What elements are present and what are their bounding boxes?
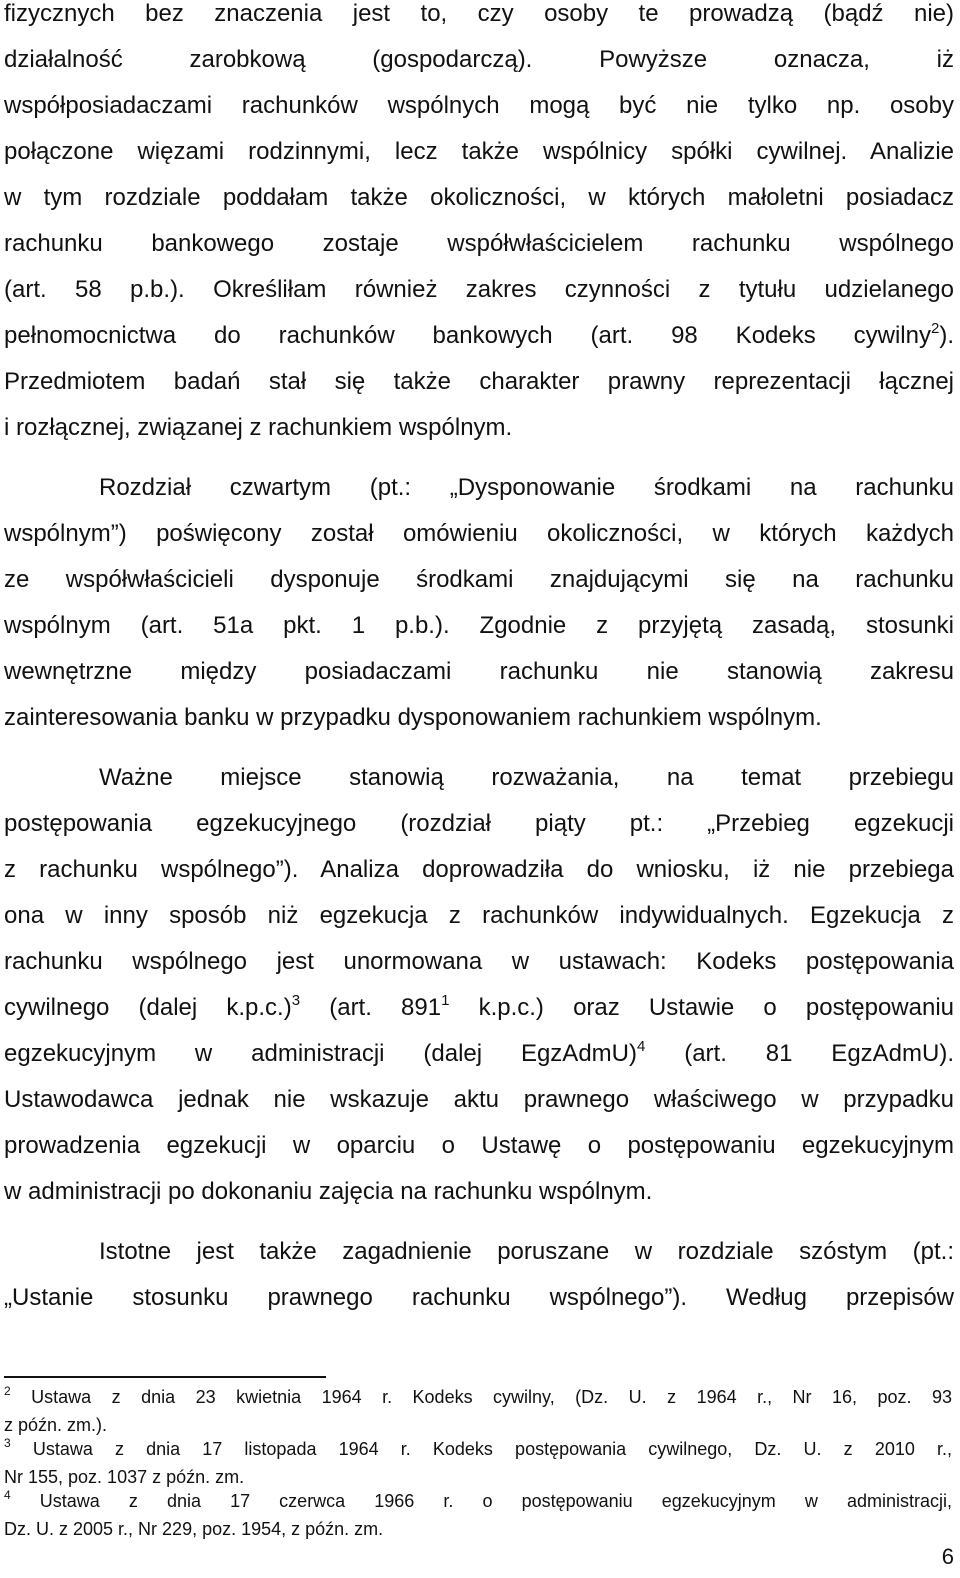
footnote-ref-4[interactable]: 4 [636, 1038, 646, 1055]
text-line: „Ustanie stosunku prawnego rachunku wspólnego”). Według przepisów [4, 1284, 954, 1311]
footnote-mark: 4 [4, 1488, 11, 1502]
text-line [4, 1040, 954, 1068]
text-line: Ważne miejsce stanowią rozważania, na temat przebiegu [99, 764, 954, 791]
text-line: Przedmiotem badań stał się także charakter prawny reprezentacji łącznej [4, 368, 954, 395]
footnote-3 [4, 1438, 952, 1460]
text-line: z rachunku wspólnego”). Analiza doprowadziła do wniosku, iż nie przebiega [4, 856, 954, 883]
footnote-text: Ustawa z dnia 23 kwietnia 1964 r. Kodeks cywilny, (Dz. U. z 1964 r., Nr 16, poz. 93 [31, 1387, 952, 1407]
text-segment: (art. 81 EgzAdmU). [645, 1040, 954, 1067]
text-line: wspólnym (art. 51a pkt. 1 p.b.). Zgodnie z przyjętą zasadą, stosunki [4, 612, 954, 639]
footnote-text: Ustawa z dnia 17 listopada 1964 r. Kodeks postępowania cywilnego, Dz. U. z 2010 r., [32, 1439, 952, 1459]
text-line: postępowania egzekucyjnego (rozdział piąty pt.: „Przebieg egzekucji [4, 810, 954, 837]
text-segment: (art. 891 [300, 994, 442, 1021]
footnote-text: Ustawa z dnia 17 czerwca 1966 r. o postępowaniu egzekucyjnym w administracji, [39, 1491, 952, 1511]
text-line: wewnętrzne między posiadaczami rachunku nie stanowią zakresu [4, 658, 954, 685]
text-line: Rozdział czwartym (pt.: „Dysponowanie środkami na rachunku [99, 474, 954, 501]
footnote-mark: 3 [4, 1436, 11, 1450]
text-line: w tym rozdziale poddałam także okoliczności, w których małoletni posiadacz [4, 184, 954, 211]
footnote-4-cont: Dz. U. z 2005 r., Nr 229, poz. 1954, z późn. zm. [4, 1519, 384, 1539]
text-line [4, 994, 954, 1022]
footnote-2 [4, 1386, 952, 1408]
text-line: rachunku wspólnego jest unormowana w ustawach: Kodeks postępowania [4, 948, 954, 975]
text-line: zainteresowania banku w przypadku dysponowaniem rachunkiem wspólnym. [4, 704, 822, 731]
text-line [4, 322, 954, 350]
text-line: w administracji po dokonaniu zajęcia na rachunku wspólnym. [4, 1178, 653, 1205]
text-line: Ustawodawca jednak nie wskazuje aktu prawnego właściwego w przypadku [4, 1086, 954, 1113]
text-line: prowadzenia egzekucji w oparciu o Ustawę o postępowaniu egzekucyjnym [4, 1132, 954, 1159]
text-segment: pełnomocnictwa do rachunków bankowych (art. 98 Kodeks cywilny [4, 322, 931, 349]
footnote-4 [4, 1490, 952, 1512]
footnote-mark: 2 [4, 1384, 11, 1398]
text-line: i rozłącznej, związanej z rachunkiem wspólnym. [4, 414, 513, 441]
article-superscript: 1 [441, 992, 450, 1009]
footnote-2-cont: z późn. zm.). [4, 1415, 108, 1435]
text-line: fizycznych bez znaczenia jest to, czy osoby te prowadzą (bądź nie) [4, 0, 954, 27]
text-line: wspólnym”) poświęcony został omówieniu okoliczności, w których każdych [4, 520, 954, 547]
text-line: (art. 58 p.b.). Określiłam również zakres czynności z tytułu udzielanego [4, 276, 954, 303]
text-line: współposiadaczami rachunków wspólnych mogą być nie tylko np. osoby [4, 92, 954, 119]
text-line: Istotne jest także zagadnienie poruszane w rozdziale szóstym (pt.: [99, 1238, 954, 1265]
footnote-ref-3[interactable]: 3 [291, 992, 301, 1009]
footnote-separator [4, 1376, 326, 1378]
text-segment: egzekucyjnym w administracji (dalej EgzAdmU) [4, 1040, 637, 1067]
text-segment: cywilnego (dalej k.p.c.) [4, 994, 292, 1021]
text-segment: k.p.c.) oraz Ustawie o postępowaniu [449, 994, 955, 1021]
text-line: połączone więzami rodzinnymi, lecz także wspólnicy spółki cywilnej. Analizie [4, 138, 954, 165]
footnote-3-cont: Nr 155, poz. 1037 z późn. zm. [4, 1467, 245, 1487]
text-line: rachunku bankowego zostaje współwłaścicielem rachunku wspólnego [4, 230, 954, 257]
text-line: ze współwłaścicieli dysponuje środkami znajdującymi się na rachunku [4, 566, 954, 593]
text-line: działalność zarobkową (gospodarczą). Powyższe oznacza, iż [4, 46, 954, 73]
text-segment: ). [939, 322, 954, 349]
footnote-ref-2[interactable]: 2 [930, 320, 940, 337]
text-line: ona w inny sposób niż egzekucja z rachunków indywidualnych. Egzekucja z [4, 902, 954, 929]
page-number: 6 [941, 1544, 954, 1569]
